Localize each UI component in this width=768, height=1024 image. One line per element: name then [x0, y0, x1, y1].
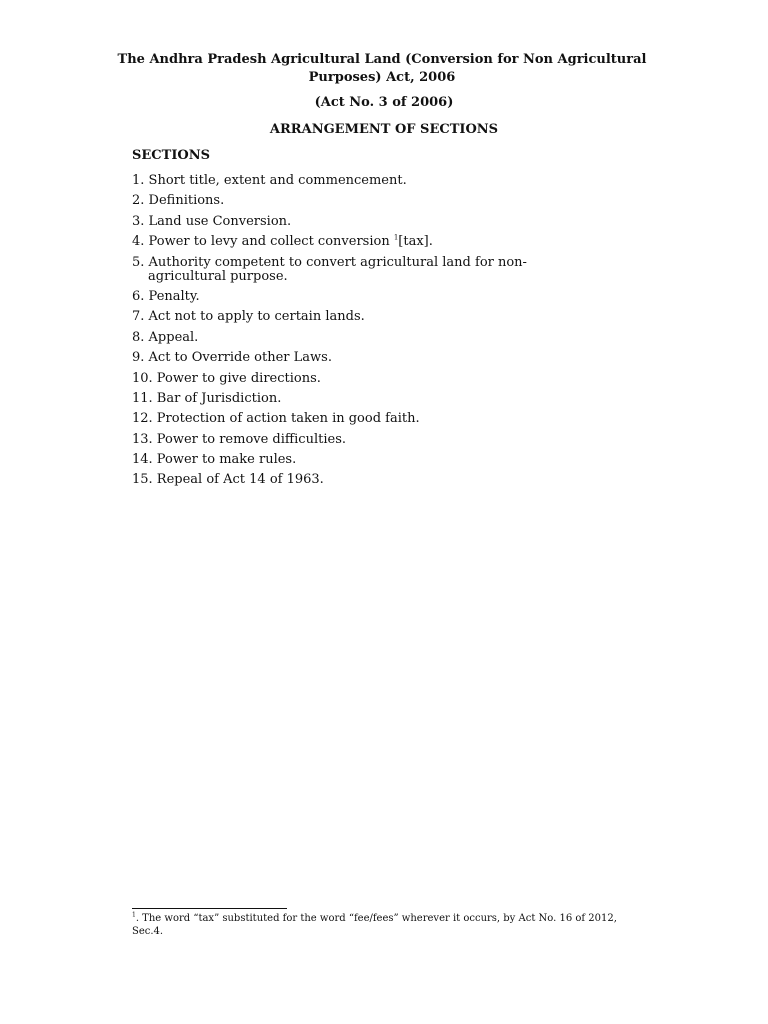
arrangement-heading: ARRANGEMENT OF SECTIONS — [269, 122, 499, 137]
section-item: 5. Authority competent to convert agricultural land for non-agricultural purpose. — [132, 254, 527, 284]
footnote-number: 1 — [132, 911, 136, 919]
section-item: 15. Repeal of Act 14 of 1963. — [132, 472, 324, 488]
footnote-divider — [132, 908, 287, 909]
document-title: The Andhra Pradesh Agricultural Land (Conversion for Non Agricultural Purposes) Act, 2006 — [117, 52, 647, 85]
section-item: 1. Short title, extent and commencement. — [132, 173, 407, 188]
section-item: 2. Definitions. — [132, 193, 225, 209]
footnote-text: . The word “tax” substituted for the word “fee/fees” wherever it occurs, by Act No. 16 of 2012, Sec.4. — [132, 913, 617, 937]
section-item: 13. Power to remove difficulties. — [132, 431, 346, 447]
section-item: 9. Act to Override other Laws. — [132, 350, 332, 366]
footnote — [132, 912, 642, 938]
footnote-marker[interactable]: 1 — [393, 233, 399, 242]
section-item: 10. Power to give directions. — [132, 370, 321, 386]
section-item: 6. Penalty. — [132, 288, 200, 304]
sections-heading: SECTIONS — [132, 148, 210, 163]
section-item — [132, 235, 602, 249]
section-item: 3. Land use Conversion. — [132, 213, 292, 229]
section-list — [132, 174, 602, 494]
section-item: 8. Appeal. — [132, 329, 199, 345]
section-item-text: 4. Power to levy and collect conversion — [132, 234, 394, 250]
section-item: 7. Act not to apply to certain lands. — [132, 309, 365, 325]
section-item: 11. Bar of Jurisdiction. — [132, 390, 282, 406]
section-item: 14. Power to make rules. — [132, 452, 297, 468]
act-number: (Act No. 3 of 2006) — [314, 95, 454, 110]
section-item-text: [tax]. — [398, 234, 433, 250]
section-item: 12. Protection of action taken in good faith. — [132, 411, 420, 427]
